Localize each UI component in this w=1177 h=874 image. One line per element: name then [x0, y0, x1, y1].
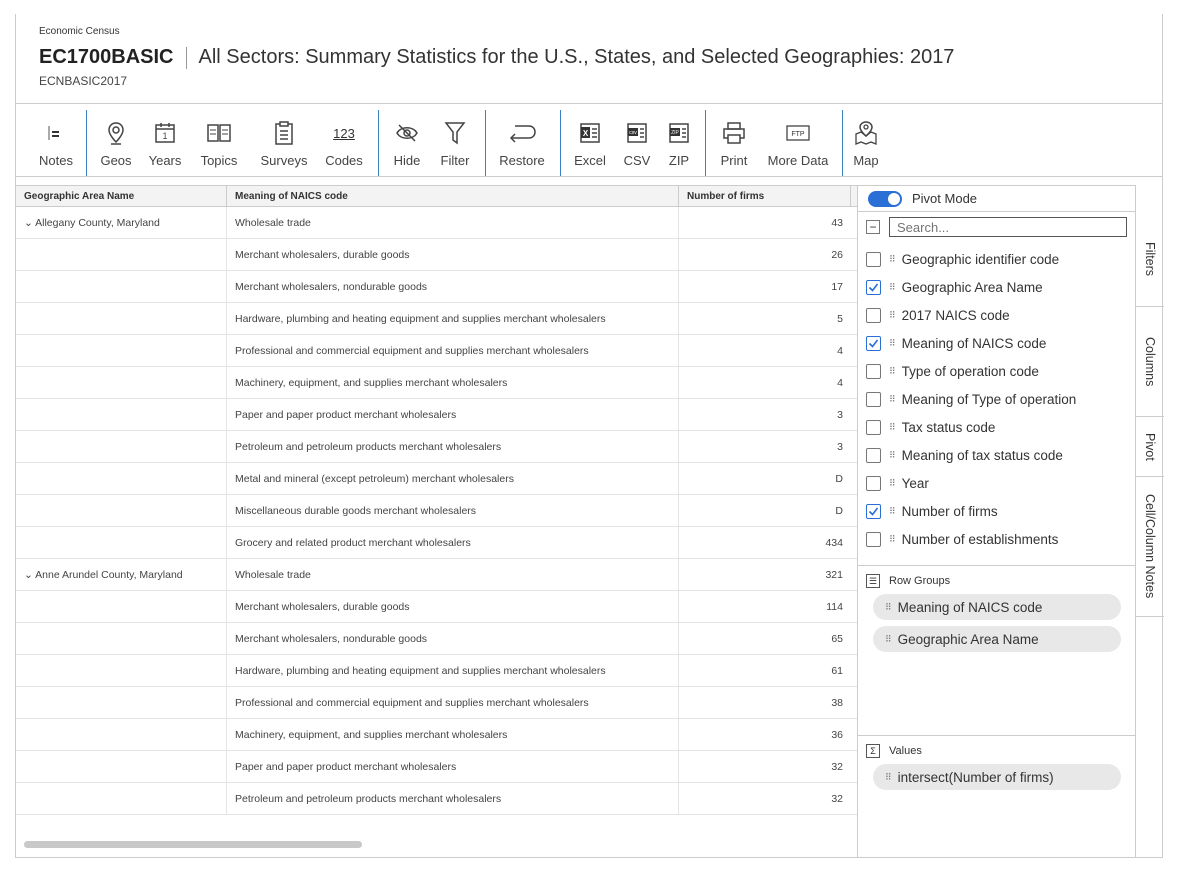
cell-geo	[16, 271, 227, 302]
drag-handle-icon[interactable]: ⠿	[885, 601, 891, 612]
cell-naics: Merchant wholesalers, durable goods	[227, 239, 679, 270]
checkbox[interactable]	[866, 532, 881, 547]
topics-label: Topics	[200, 153, 238, 168]
tab-columns-label: Columns	[1143, 336, 1157, 387]
geos-button[interactable]	[96, 114, 136, 172]
codes-icon	[333, 118, 355, 148]
calendar-number: 1	[162, 131, 168, 141]
collapse-all-icon[interactable]: −	[866, 220, 880, 234]
column-toggle-label: Year	[901, 475, 929, 491]
tab-filters[interactable]	[1136, 212, 1164, 307]
notes-button[interactable]	[34, 114, 78, 172]
row-group-pill-label: Geographic Area Name	[897, 631, 1039, 647]
more-data-button[interactable]	[762, 114, 834, 172]
cell-naics: Petroleum and petroleum products merchant wholesalers	[227, 783, 679, 814]
tab-notes-label: Cell/Column Notes	[1143, 494, 1157, 599]
grid-header	[16, 185, 857, 207]
cell-geo	[16, 303, 227, 334]
row-groups-section	[858, 566, 1135, 736]
cell-naics: Metal and mineral (except petroleum) merchant wholesalers	[227, 463, 679, 494]
cell-firms: 43	[831, 217, 843, 229]
column-toggle-item[interactable]	[866, 301, 1135, 329]
calendar-icon	[153, 118, 177, 148]
printer-icon	[722, 118, 746, 148]
row-groups-label: Row Groups	[889, 575, 951, 587]
codes-label: Codes	[325, 153, 363, 168]
excel-icon	[579, 118, 601, 148]
column-toggle-item[interactable]	[866, 497, 1135, 525]
table-row[interactable]	[16, 783, 857, 815]
table-row[interactable]	[16, 431, 857, 463]
table-row[interactable]	[16, 655, 857, 687]
cell-firms: D	[835, 473, 843, 485]
column-toggle-item[interactable]	[866, 525, 1135, 553]
row-group-pill-label: Meaning of NAICS code	[897, 599, 1043, 615]
restore-icon	[507, 118, 537, 148]
tab-columns[interactable]	[1136, 307, 1164, 417]
codes-icon-number: 123	[333, 125, 355, 141]
cell-geo	[16, 783, 227, 814]
checkbox-checked[interactable]	[866, 504, 881, 519]
values-section	[858, 736, 1135, 790]
notes-label: Notes	[39, 153, 73, 168]
tab-pivot-label: Pivot	[1143, 432, 1157, 461]
cell-naics: Merchant wholesalers, nondurable goods	[227, 271, 679, 302]
ftp-icon	[785, 118, 811, 148]
cell-naics: Merchant wholesalers, durable goods	[227, 591, 679, 622]
cell-firms: 4	[837, 345, 843, 357]
drag-handle-icon[interactable]: ⠿	[889, 253, 895, 264]
cell-firms: D	[835, 505, 843, 517]
print-label: Print	[720, 153, 748, 168]
chevron-down-icon[interactable]: ⌄	[24, 569, 36, 581]
table-row[interactable]	[16, 623, 857, 655]
column-header-geo[interactable]: Geographic Area Name	[16, 186, 227, 206]
cell-naics: Grocery and related product merchant wholesalers	[227, 527, 679, 558]
surveys-label: Surveys	[260, 153, 308, 168]
value-pill[interactable]	[873, 764, 1121, 790]
cell-geo	[16, 623, 227, 654]
cell-naics: Professional and commercial equipment and supplies merchant wholesalers	[227, 687, 679, 718]
table-row[interactable]	[16, 495, 857, 527]
pivot-mode-label: Pivot Mode	[912, 191, 978, 206]
notes-icon	[46, 118, 66, 148]
cell-geo	[16, 527, 227, 558]
sigma-icon: Σ	[866, 744, 880, 758]
checkbox[interactable]	[866, 476, 881, 491]
map-icon	[854, 118, 878, 148]
values-label: Values	[889, 745, 922, 757]
toolbar-separator	[560, 110, 561, 176]
toolbar-separator	[842, 110, 843, 176]
hide-button[interactable]	[388, 114, 426, 172]
tab-filters-label: Filters	[1143, 241, 1157, 277]
topics-button[interactable]	[194, 114, 244, 172]
drag-handle-icon[interactable]: ⠿	[889, 477, 895, 488]
cell-naics: Hardware, plumbing and heating equipment and supplies merchant wholesalers	[227, 655, 679, 686]
table-row[interactable]	[16, 303, 857, 335]
cell-firms: 3	[837, 441, 843, 453]
checkbox[interactable]	[866, 308, 881, 323]
table-row[interactable]	[16, 463, 857, 495]
more-data-label: More Data	[767, 153, 829, 168]
cell-firms: 3	[837, 409, 843, 421]
column-toggle-item[interactable]	[866, 273, 1135, 301]
column-header-firms[interactable]: Number of firms	[679, 186, 851, 206]
column-toggle-label: Type of operation code	[901, 363, 1039, 379]
geos-label: Geos	[100, 153, 132, 168]
cell-geo	[16, 239, 227, 270]
column-toggle-item[interactable]	[866, 469, 1135, 497]
cell-naics: Paper and paper product merchant wholesalers	[227, 399, 679, 430]
table-id: EC1700BASIC	[39, 46, 174, 68]
cell-geo	[16, 495, 227, 526]
column-toggle-item[interactable]	[866, 329, 1135, 357]
data-grid	[16, 185, 858, 857]
table-row[interactable]	[16, 591, 857, 623]
column-toggle-label: Number of establishments	[901, 531, 1059, 547]
cell-geo	[16, 367, 227, 398]
column-toggle-item[interactable]	[866, 413, 1135, 441]
column-toggle-label: 2017 NAICS code	[901, 307, 1010, 323]
cell-naics: Wholesale trade	[227, 207, 679, 238]
row-group-pill[interactable]	[873, 594, 1121, 620]
grid-body	[16, 207, 857, 815]
restore-label: Restore	[499, 153, 545, 168]
svg-text:X: X	[582, 129, 589, 138]
checkbox-checked[interactable]	[866, 280, 881, 295]
tab-cell-column-notes[interactable]	[1136, 477, 1164, 617]
table-row[interactable]	[16, 271, 857, 303]
filter-icon	[444, 118, 466, 148]
cell-geo	[16, 463, 227, 494]
csv-button[interactable]	[619, 114, 655, 172]
pivot-mode-row	[858, 185, 1135, 212]
excel-label: Excel	[574, 153, 606, 168]
table-row[interactable]	[16, 207, 857, 239]
cell-geo[interactable]	[16, 207, 227, 238]
toolbar	[16, 104, 1162, 177]
zip-label: ZIP	[668, 153, 690, 168]
cell-firms: 114	[826, 601, 843, 613]
program-label: Economic Census	[39, 26, 120, 37]
cell-firms: 65	[831, 633, 843, 645]
geo-name: Allegany County, Maryland	[35, 217, 160, 229]
drag-handle-icon[interactable]: ⠿	[889, 281, 895, 292]
map-label: Map	[853, 153, 879, 168]
cell-naics: Paper and paper product merchant wholesalers	[227, 751, 679, 782]
cell-geo	[16, 751, 227, 782]
cell-firms: 17	[831, 281, 843, 293]
tab-pivot[interactable]	[1136, 417, 1164, 477]
cell-naics: Machinery, equipment, and supplies merchant wholesalers	[227, 367, 679, 398]
table-row[interactable]	[16, 719, 857, 751]
hide-label: Hide	[393, 153, 421, 168]
eye-off-icon	[394, 118, 420, 148]
column-toggle-label: Number of firms	[901, 503, 998, 519]
table-row[interactable]	[16, 335, 857, 367]
cell-geo	[16, 687, 227, 718]
cell-naics: Hardware, plumbing and heating equipment and supplies merchant wholesalers	[227, 303, 679, 334]
column-toggle-label: Meaning of tax status code	[901, 447, 1063, 463]
row-group-pill[interactable]	[873, 626, 1121, 652]
column-toggle-item[interactable]	[866, 245, 1135, 273]
drag-handle-icon[interactable]: ⠿	[885, 771, 891, 782]
column-search-row	[858, 212, 1135, 242]
drag-handle-icon[interactable]: ⠿	[889, 421, 895, 432]
table-header	[16, 14, 1162, 104]
cell-naics: Merchant wholesalers, nondurable goods	[227, 623, 679, 654]
horizontal-scrollbar[interactable]	[24, 841, 362, 848]
drag-handle-icon[interactable]: ⠿	[889, 309, 895, 320]
zip-icon	[668, 118, 690, 148]
cell-geo	[16, 399, 227, 430]
table-row[interactable]	[16, 559, 857, 591]
csv-icon	[626, 118, 648, 148]
drag-handle-icon[interactable]: ⠿	[889, 393, 895, 404]
tool-panel	[858, 185, 1135, 858]
cell-geo	[16, 431, 227, 462]
filter-button[interactable]	[434, 114, 476, 172]
clipboard-icon	[274, 118, 294, 148]
title-divider	[186, 47, 187, 69]
row-groups-icon: ☰	[866, 574, 880, 588]
column-toggle-label: Geographic Area Name	[901, 279, 1043, 295]
table-row[interactable]	[16, 527, 857, 559]
cell-firms: 36	[831, 729, 843, 741]
surveys-button[interactable]	[256, 114, 312, 172]
column-search-input[interactable]	[889, 217, 1127, 237]
drag-handle-icon[interactable]: ⠿	[889, 449, 895, 460]
column-header-naics[interactable]: Meaning of NAICS code	[227, 186, 679, 206]
map-button[interactable]	[848, 114, 884, 172]
cell-naics: Wholesale trade	[227, 559, 679, 590]
zip-button[interactable]	[662, 114, 696, 172]
table-row[interactable]	[16, 399, 857, 431]
codes-button[interactable]	[321, 114, 367, 172]
cell-naics: Machinery, equipment, and supplies merchant wholesalers	[227, 719, 679, 750]
geo-name: Anne Arundel County, Maryland	[35, 569, 183, 581]
column-toggle-item[interactable]	[866, 357, 1135, 385]
toolbar-separator	[86, 110, 87, 176]
drag-handle-icon[interactable]: ⠿	[885, 633, 891, 644]
side-tabs	[1135, 185, 1164, 858]
drag-handle-icon[interactable]: ⠿	[889, 365, 895, 376]
table-row[interactable]	[16, 239, 857, 271]
column-toggle-label: Meaning of NAICS code	[901, 335, 1047, 351]
page-title: All Sectors: Summary Statistics for the U.S., States, and Selected Geographies: 2017	[198, 46, 955, 68]
filter-label: Filter	[440, 153, 470, 168]
csv-badge: csv	[629, 130, 637, 136]
checkbox[interactable]	[866, 364, 881, 379]
cell-naics: Petroleum and petroleum products merchant wholesalers	[227, 431, 679, 462]
cell-geo[interactable]	[16, 559, 227, 590]
cell-geo	[16, 335, 227, 366]
column-toggle-item[interactable]	[866, 385, 1135, 413]
toolbar-separator	[705, 110, 706, 176]
zip-badge: ZIP	[671, 130, 679, 136]
cell-firms: 61	[831, 665, 843, 677]
column-list	[858, 242, 1135, 566]
excel-button[interactable]	[568, 114, 612, 172]
years-button[interactable]	[144, 114, 186, 172]
years-label: Years	[148, 153, 182, 168]
cell-naics: Professional and commercial equipment and supplies merchant wholesalers	[227, 335, 679, 366]
checkbox[interactable]	[866, 448, 881, 463]
cell-geo	[16, 719, 227, 750]
column-toggle-label: Geographic identifier code	[901, 251, 1060, 267]
checkbox[interactable]	[866, 420, 881, 435]
ftp-badge: FTP	[791, 131, 805, 138]
cell-naics: Miscellaneous durable goods merchant wholesalers	[227, 495, 679, 526]
cell-firms: 434	[825, 537, 843, 549]
csv-label: CSV	[623, 153, 651, 168]
toolbar-separator	[378, 110, 379, 176]
checkbox-checked[interactable]	[866, 336, 881, 351]
column-toggle-label: Tax status code	[901, 419, 996, 435]
print-button[interactable]	[714, 114, 754, 172]
cell-geo	[16, 655, 227, 686]
cell-firms: 4	[837, 377, 843, 389]
table-row[interactable]	[16, 751, 857, 783]
table-row[interactable]	[16, 687, 857, 719]
cell-firms: 321	[825, 569, 843, 581]
book-icon	[206, 118, 232, 148]
restore-button[interactable]	[494, 114, 550, 172]
cell-geo	[16, 591, 227, 622]
cell-firms: 38	[831, 697, 843, 709]
value-pill-label: intersect(Number of firms)	[897, 769, 1054, 785]
cell-firms: 5	[837, 313, 843, 325]
cell-firms: 26	[831, 249, 843, 261]
pivot-mode-toggle[interactable]	[868, 191, 902, 207]
checkbox[interactable]	[866, 252, 881, 267]
drag-handle-icon[interactable]: ⠿	[889, 337, 895, 348]
location-pin-icon	[106, 118, 126, 148]
cell-firms: 32	[831, 761, 843, 773]
dataset-id: ECNBASIC2017	[39, 74, 128, 88]
cell-firms: 32	[831, 793, 843, 805]
chevron-down-icon[interactable]: ⌄	[24, 217, 36, 229]
column-toggle-label: Meaning of Type of operation	[901, 391, 1077, 407]
checkbox[interactable]	[866, 392, 881, 407]
drag-handle-icon[interactable]: ⠿	[889, 533, 895, 544]
toolbar-separator	[485, 110, 486, 176]
column-toggle-item[interactable]	[866, 441, 1135, 469]
drag-handle-icon[interactable]: ⠿	[889, 505, 895, 516]
table-row[interactable]	[16, 367, 857, 399]
table-viewer	[15, 14, 1163, 858]
